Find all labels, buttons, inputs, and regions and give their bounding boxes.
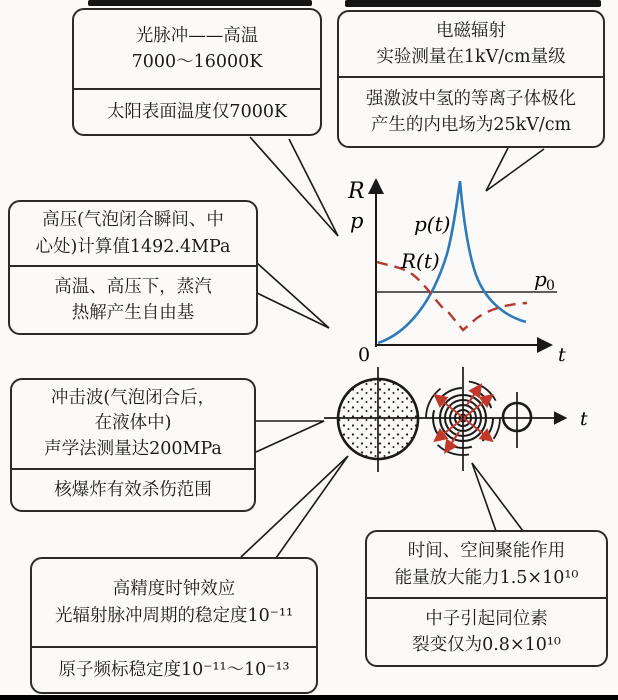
curve-label-pt: p(t) <box>414 212 451 236</box>
box-line: 时间、空间聚能作用 <box>407 541 566 562</box>
callout-pointer-clock <box>241 456 348 558</box>
callout-box-clock <box>30 557 318 694</box>
box-line: 实验测量在1kV/cm量级 <box>376 47 566 68</box>
box-line: 高精度时钟效应 <box>112 579 236 600</box>
box-line: 强激波中氢的等离子体极化 <box>366 88 576 109</box>
callout-pointer-light-pulse <box>250 137 338 236</box>
box-line: 核爆炸有效杀伤范围 <box>54 479 212 500</box>
box-line: 声学法测量达200MPa <box>44 438 222 459</box>
box-line: 电磁辐射 <box>436 20 506 41</box>
callout-pointer-high-pressure <box>257 263 329 328</box>
callout-box-light-pulse <box>72 8 322 136</box>
top-scan-artifact-right <box>345 0 601 7</box>
box-line: 光辐射脉冲周期的稳定度10⁻¹¹ <box>54 605 294 626</box>
y-axis-label-p: p <box>350 209 364 233</box>
box-line: 裂变仅为0.8×10¹⁰ <box>412 635 561 656</box>
box-line: 光脉冲——高温 <box>135 25 259 46</box>
callout-box-em-radiation <box>337 10 605 148</box>
callout-box-shock-wave <box>10 378 256 512</box>
bubble-axis-label-t: t <box>580 408 588 430</box>
box-line: 中子引起同位素 <box>425 608 548 629</box>
box-line: 心处)计算值1492.4MPa <box>35 236 231 257</box>
callout-pointer-energy-focus <box>472 463 523 531</box>
box-line: 热解产生自由基 <box>71 303 195 324</box>
box-line: 原子频标稳定度10⁻¹¹～10⁻¹³ <box>58 660 290 681</box>
radius-curve <box>377 262 527 330</box>
baseline-label-p0-base: p <box>534 267 547 291</box>
x-axis-label-t: t <box>558 344 566 366</box>
callout-box-high-pressure <box>8 200 258 335</box>
top-scan-artifact-left <box>88 0 312 6</box>
box-line: 7000～16000K <box>131 51 263 72</box>
callout-box-energy-focus <box>365 530 608 667</box>
box-line: 在液体中) <box>94 413 172 434</box>
box-line: 高温、高压下，蒸汽 <box>54 276 212 297</box>
baseline-label-p0-sub: 0 <box>546 278 555 294</box>
box-line: 产生的内电场为25kV/cm <box>370 115 572 136</box>
box-line: 能量放大能力1.5×10¹⁰ <box>394 567 579 588</box>
y-axis-label-R: R <box>348 179 365 204</box>
callout-pointer-em-radiation <box>486 148 544 191</box>
origin-label: 0 <box>358 344 371 366</box>
bottom-scan-artifact <box>0 695 618 700</box>
box-line: 冲击波(气泡闭合后， <box>50 387 216 408</box>
callout-pointer-shock-wave <box>255 421 324 452</box>
box-line: 太阳表面温度仅7000K <box>106 101 288 122</box>
curve-label-Rt: R(t) <box>401 249 440 273</box>
box-line: 高压(气泡闭合瞬间、中 <box>42 210 224 231</box>
